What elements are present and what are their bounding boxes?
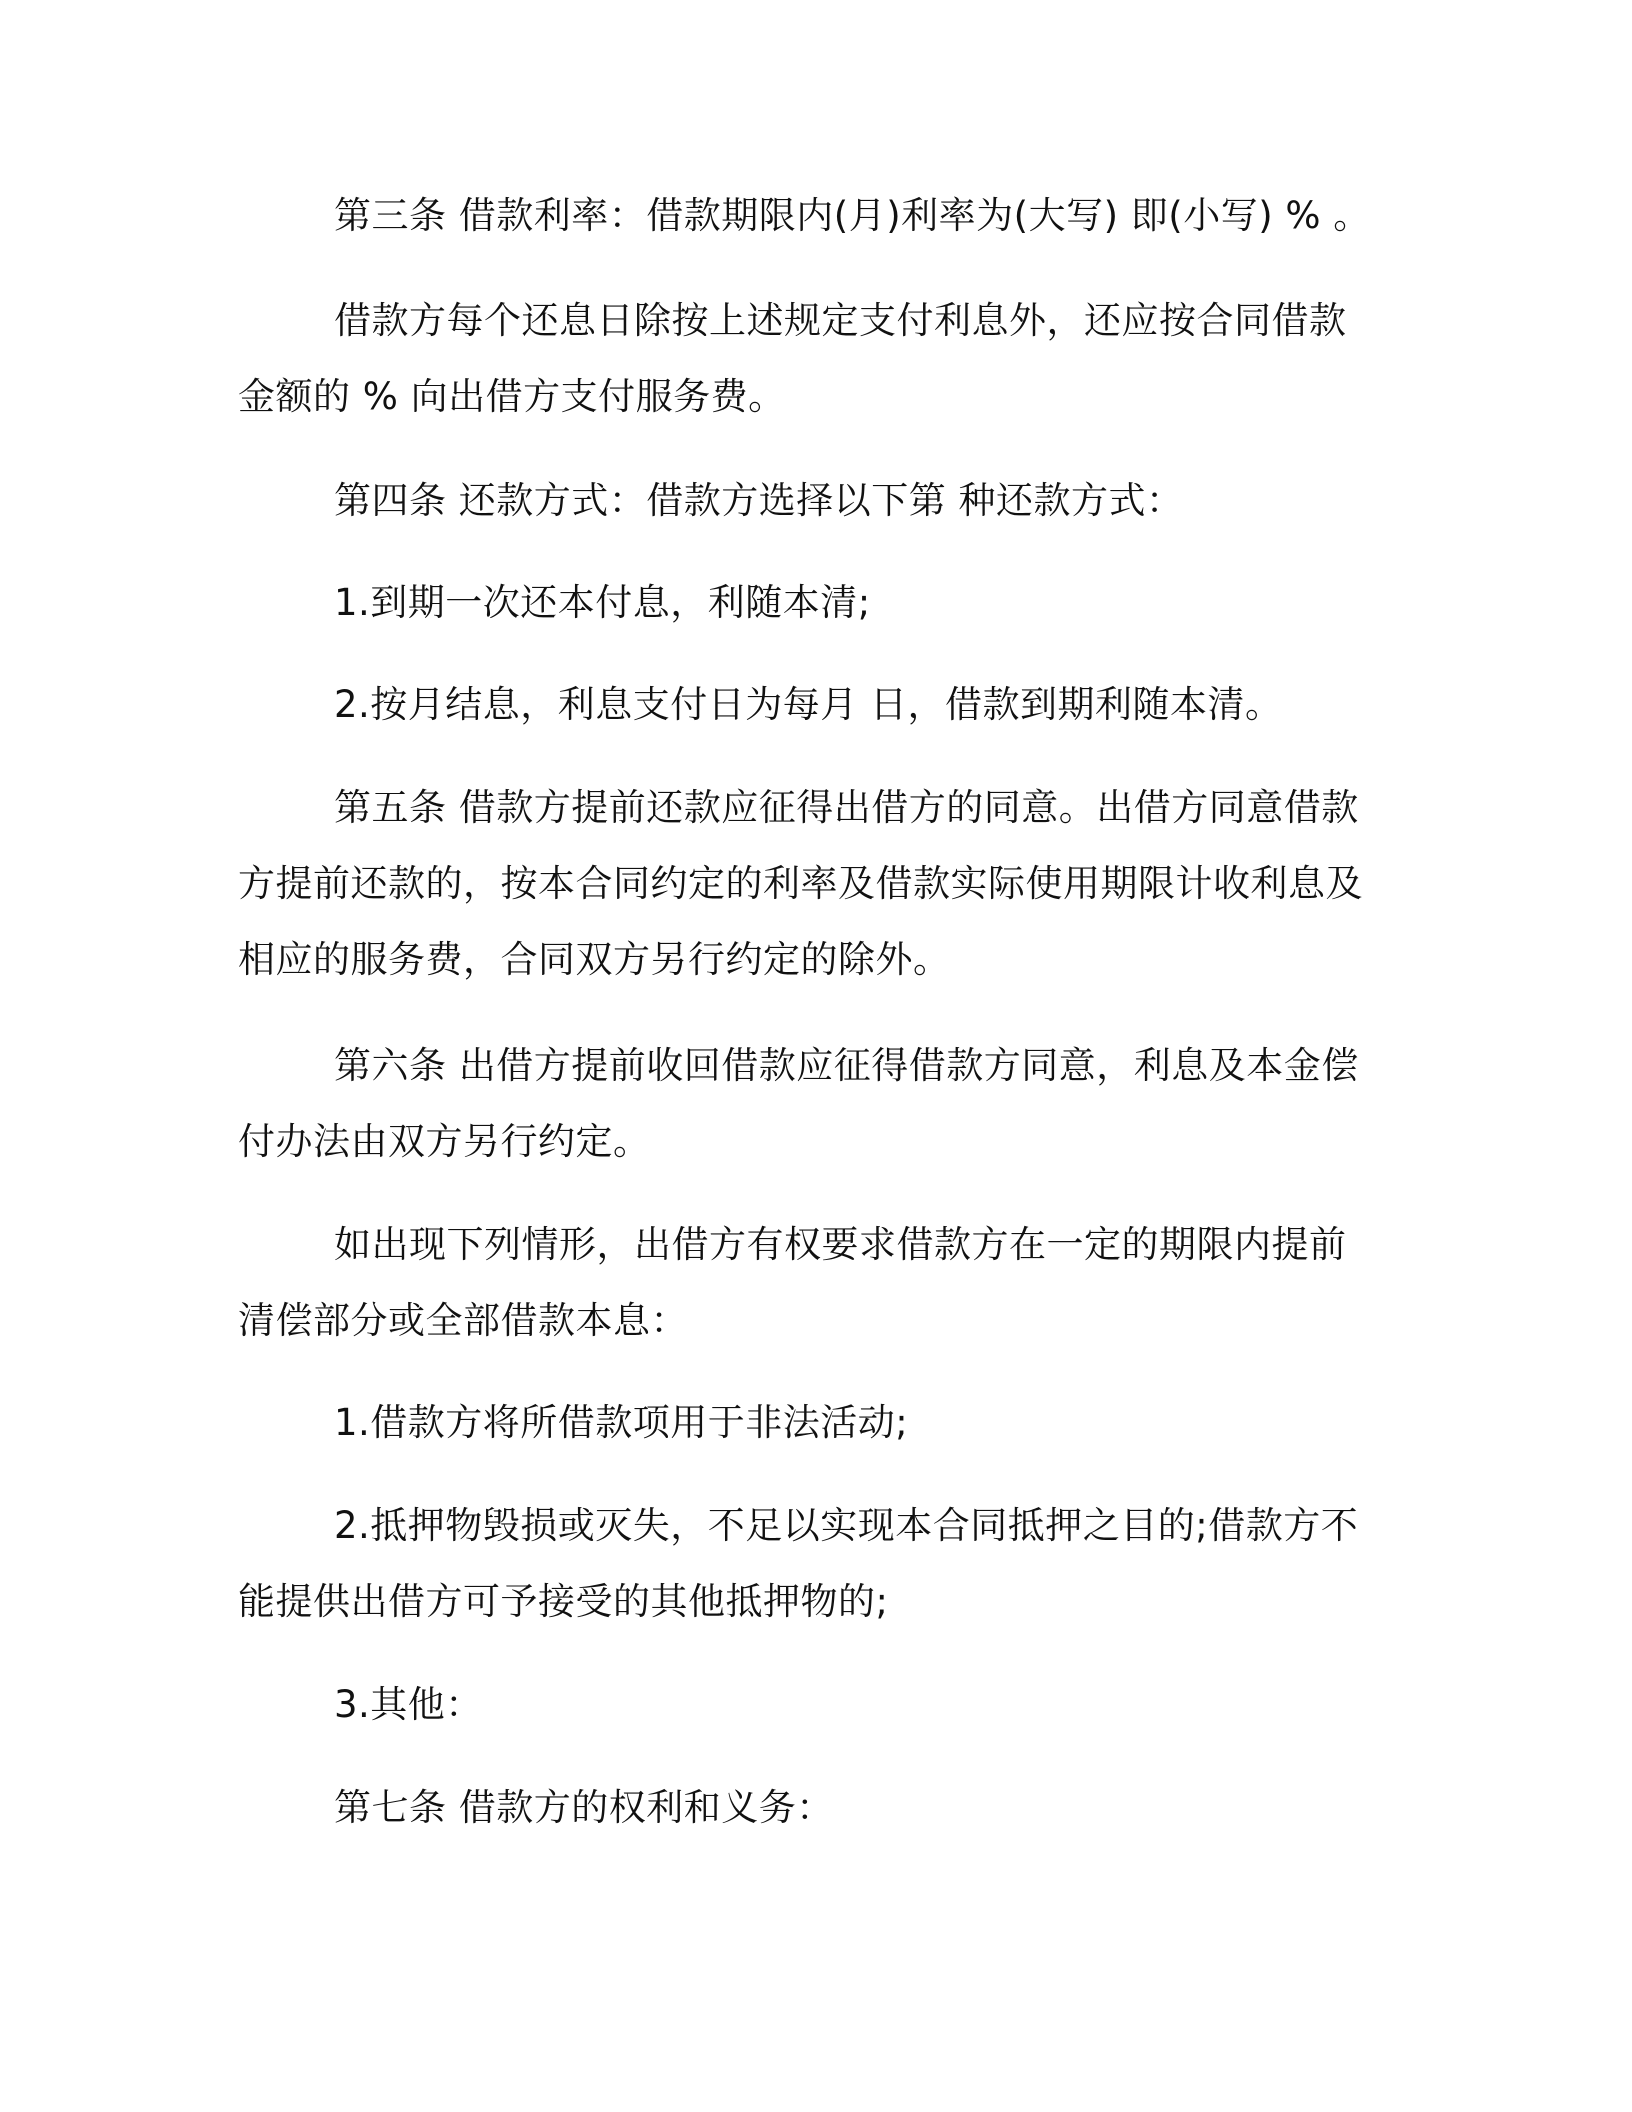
article-4-repayment-method: 第四条 还款方式：借款方选择以下第 种还款方式：	[334, 479, 1184, 522]
condition-1: 1.借款方将所借款项用于非法活动;	[334, 1401, 909, 1444]
condition-2: 2.抵押物毁损或灭失，不足以实现本合同抵押之目的;借款方不能提供出借方可予接受的其他抵押物的;	[238, 1504, 1359, 1623]
repayment-option-2: 2.按月结息，利息支付日为每月 日，借款到期利随本清。	[334, 683, 1283, 726]
article-7-borrower-rights: 第七条 借款方的权利和义务：	[334, 1786, 834, 1829]
service-fee-paragraph: 借款方每个还息日除按上述规定支付利息外，还应按合同借款金额的 % 向出借方支付服务费。	[238, 299, 1347, 418]
article-6-early-recall: 第六条 出借方提前收回借款应征得借款方同意，利息及本金偿付办法由双方另行约定。	[238, 1044, 1359, 1163]
repayment-option-1: 1.到期一次还本付息，利随本清;	[334, 581, 871, 624]
article-3-interest-rate: 第三条 借款利率：借款期限内(月)利率为(大写) 即(小写) % 。	[334, 194, 1371, 237]
early-clearance-conditions: 如出现下列情形，出借方有权要求借款方在一定的期限内提前清偿部分或全部借款本息：	[238, 1223, 1347, 1342]
article-5-early-repayment: 第五条 借款方提前还款应征得出借方的同意。出借方同意借款方提前还款的，按本合同约定的利率及借款实际使用期限计收利息及相应的服务费，合同双方另行约定的除外。	[238, 786, 1363, 981]
condition-3: 3.其他：	[334, 1683, 483, 1726]
